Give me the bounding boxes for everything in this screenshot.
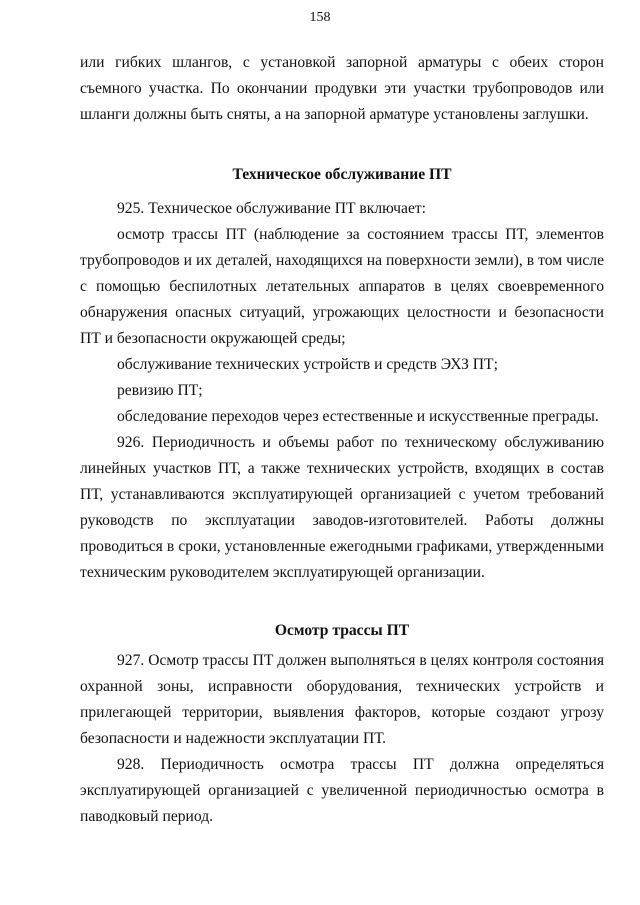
paragraph-925-item-equipment-service: обслуживание технических устройств и средств ЭХЗ ПТ; — [117, 356, 498, 373]
paragraph-925-item-revision: ревизию ПТ; — [117, 382, 203, 399]
section-1-body — [80, 196, 604, 586]
paragraph-925-item-crossings: обследование переходов через естественные и искусственные преграды. — [117, 408, 599, 425]
paragraph-926: 926. Периодичность и объемы работ по техническому обслуживанию линейных участков ПТ, а также технических устройств, входящих в состав ПТ, устанавливаются эксплуатирующей организацией с учетом требований руководств по эксплуатации заводов-изготовителей. Работы должны проводиться в сроки, установленные ежегодными графиками, утвержденными техническим руководителем эксплуатирующей организации. — [80, 434, 604, 581]
section-2-body — [80, 648, 604, 830]
paragraph-925-item-route-inspection: осмотр трассы ПТ (наблюдение за состоянием трассы ПТ, элементов трубопроводов и их деталей, находящихся на поверхности земли), в том числе с помощью беспилотных летательных аппаратов в целях своевременного обнаружения опасных ситуаций, угрожающих целостности и безопасности ПТ и безопасности окружающей среды; — [80, 226, 604, 347]
page-number: 158 — [309, 10, 331, 25]
section-heading-route-inspection: Осмотр трассы ПТ — [274, 622, 410, 639]
section-technical-maintenance — [80, 162, 604, 188]
section-heading-maintenance: Техническое обслуживание ПТ — [232, 166, 452, 183]
intro-block — [80, 50, 604, 128]
section-route-inspection — [80, 618, 604, 644]
intro-paragraph: или гибких шлангов, с установкой запорной арматуры с обеих сторон съемного участка. По окончании продувки эти участки трубопроводов или шланги должны быть сняты, а на запорной арматуре установлены заглушки. — [80, 54, 604, 123]
paragraph-927: 927. Осмотр трассы ПТ должен выполняться в целях контроля состояния охранной зоны, исправности оборудования, технических устройств и прилегающей территории, выявления факторов, которые создают угрозу безопасности и надежности эксплуатации ПТ. — [80, 652, 604, 747]
paragraph-925-intro: 925. Техническое обслуживание ПТ включает: — [117, 200, 427, 217]
paragraph-928: 928. Периодичность осмотра трассы ПТ должна определяться эксплуатирующей организацией с увеличенной периодичностью осмотра в паводковый период. — [80, 756, 604, 825]
